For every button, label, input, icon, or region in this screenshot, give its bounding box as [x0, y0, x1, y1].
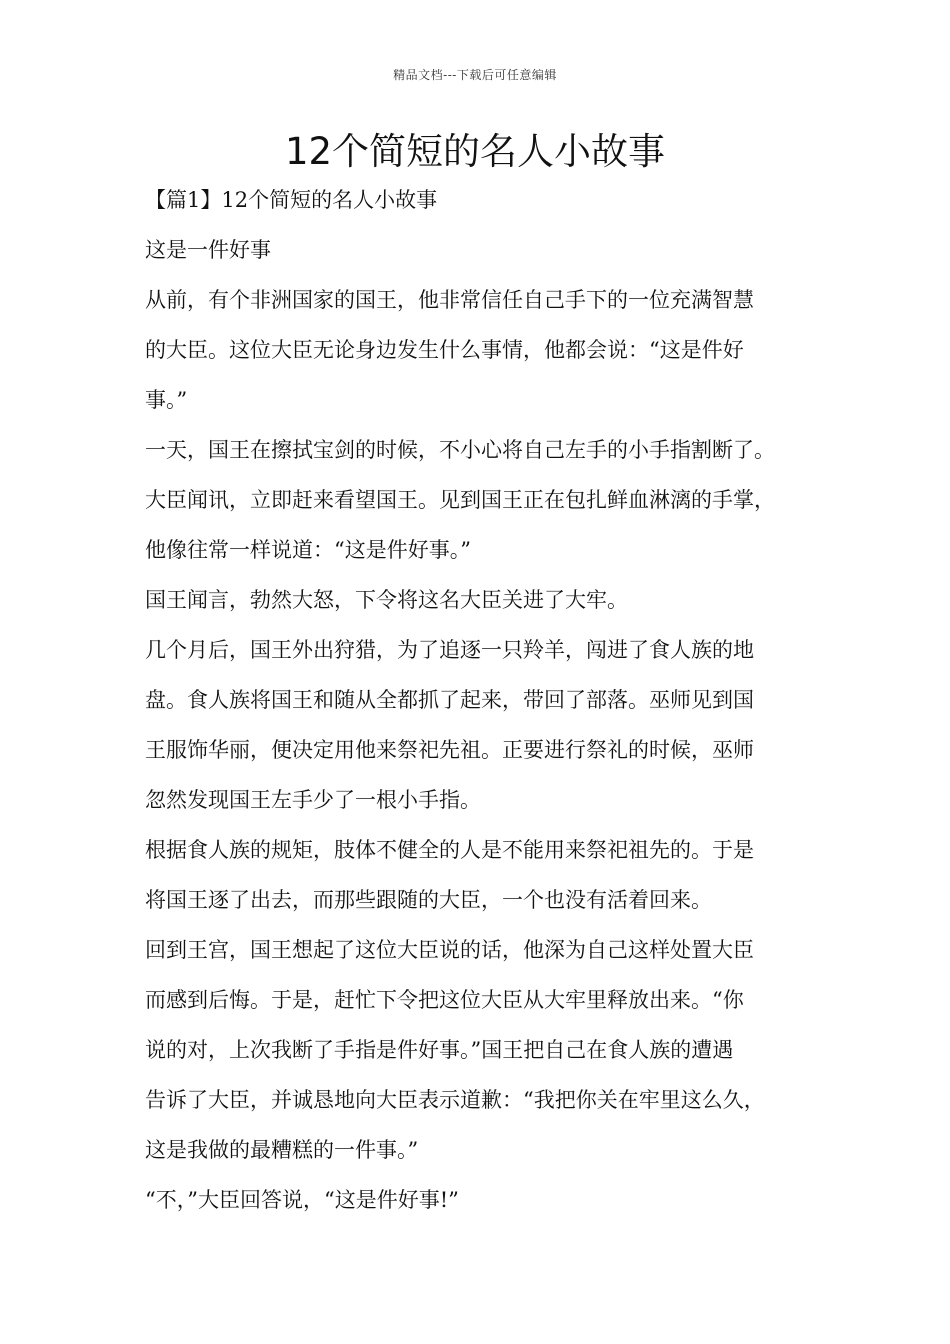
paragraph-line: 大臣闻讯，立即赶来看望国王。见到国王正在包扎鲜血淋漓的手掌， [145, 488, 775, 512]
paragraph-line: 而感到后悔。于是，赶忙下令把这位大臣从大牢里释放出来。“你 [145, 988, 744, 1012]
paragraph-line: 从前，有个非洲国家的国王，他非常信任自己手下的一位充满智慧 [145, 288, 754, 312]
paragraph-line: 将国王逐了出去，而那些跟随的大臣，一个也没有活着回来。 [145, 888, 712, 912]
paragraph-line: 这是我做的最糟糕的一件事。” [145, 1138, 419, 1162]
paragraph-line: 他像往常一样说道：“这是件好事。” [145, 538, 471, 562]
paragraph-line: 忽然发现国王左手少了一根小手指。 [145, 788, 481, 812]
section-heading: 【篇1】12个简短的名人小故事 [145, 188, 438, 212]
paragraph-line: 王服饰华丽，便决定用他来祭祀先祖。正要进行祭礼的时候，巫师 [145, 738, 754, 762]
paragraph-line: “不，”大臣回答说，“这是件好事!” [145, 1188, 459, 1212]
page-header: 精品文档---下载后可任意编辑 [393, 68, 557, 82]
document-title: 12个简短的名人小故事 [284, 130, 666, 173]
paragraph-line: 几个月后，国王外出狩猎，为了追逐一只羚羊，闯进了食人族的地 [145, 638, 754, 662]
paragraph-line: 告诉了大臣，并诚恳地向大臣表示道歉：“我把你关在牢里这么久， [145, 1088, 765, 1112]
story-title: 这是一件好事 [145, 238, 271, 262]
paragraph-line: 回到王宫，国王想起了这位大臣说的话，他深为自己这样处置大臣 [145, 938, 754, 962]
paragraph-line: 国王闻言，勃然大怒，下令将这名大臣关进了大牢。 [145, 588, 628, 612]
paragraph-line: 盘。食人族将国王和随从全都抓了起来，带回了部落。巫师见到国 [145, 688, 754, 712]
document-body [145, 178, 825, 1228]
paragraph-line: 根据食人族的规矩，肢体不健全的人是不能用来祭祀祖先的。于是 [145, 838, 754, 862]
paragraph-line: 一天，国王在擦拭宝剑的时候，不小心将自己左手的小手指割断了。 [145, 438, 775, 462]
paragraph-line: 事。” [145, 388, 188, 412]
paragraph-line: 说的对，上次我断了手指是件好事。”国王把自己在食人族的遭遇 [145, 1038, 734, 1062]
paragraph-line: 的大臣。这位大臣无论身边发生什么事情，他都会说：“这是件好 [145, 338, 744, 362]
